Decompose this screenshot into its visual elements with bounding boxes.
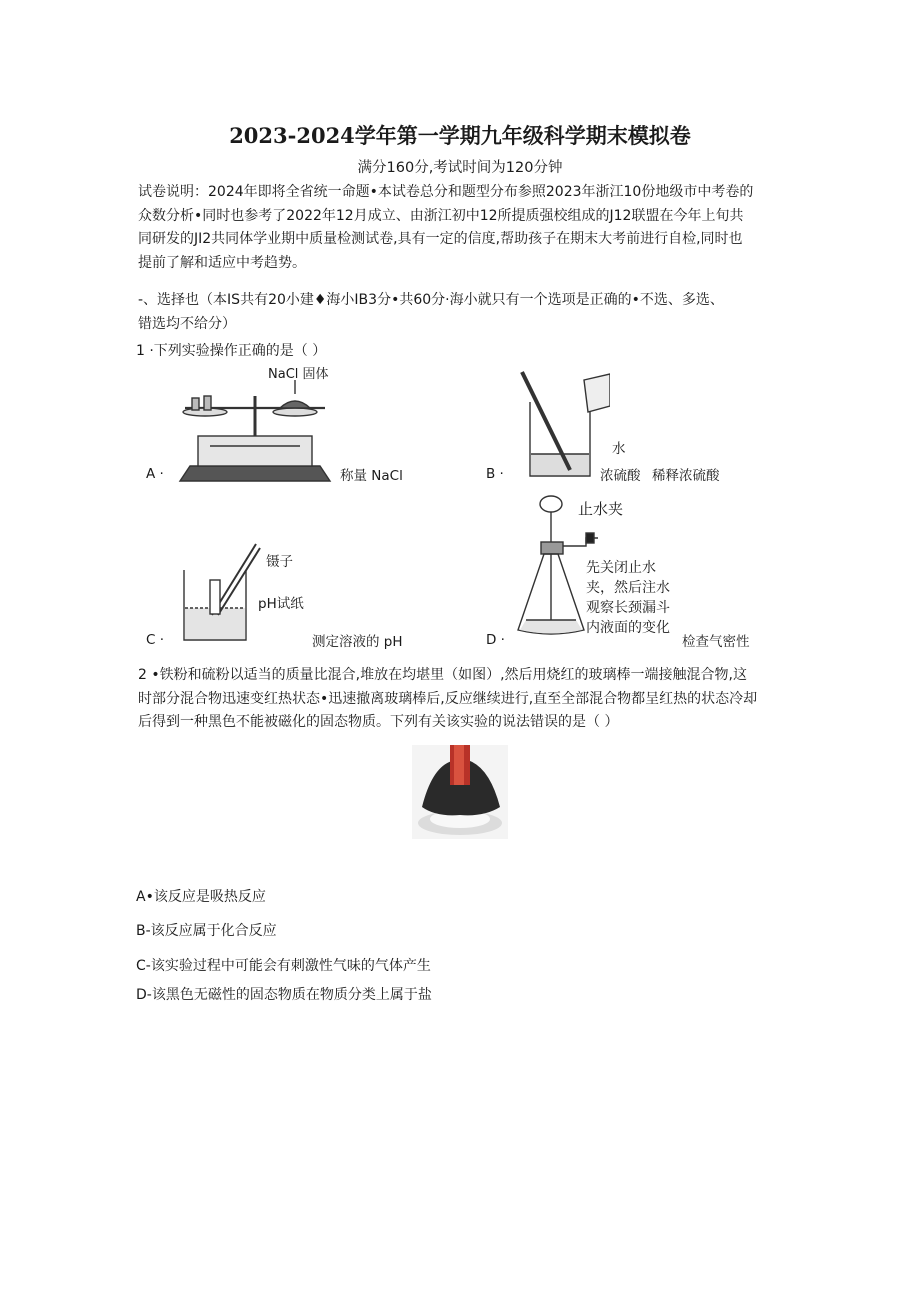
ph-paper (210, 580, 220, 614)
section-heading (138, 289, 788, 336)
stem-line: 时部分混合物迅速变红热状态•迅速撤离玻璃棒后,反应继续进行,直至全部混合物都呈红热的状态冷却 (138, 690, 758, 707)
option-d-letter: D · (486, 632, 505, 648)
funnel-bulb (540, 496, 562, 512)
stem-line: 后得到一种黑色不能被磁化的固态物质。下列有关该实验的说法错误的是（ ） (138, 714, 619, 730)
intro-paragraph (138, 181, 788, 275)
option-c-letter: C · (146, 632, 165, 648)
option-b[interactable]: B-该反应属于化合反应 (136, 923, 277, 939)
option-a-letter: A · (146, 466, 164, 482)
section-line: 错选均不给分） (138, 315, 236, 332)
option-d[interactable]: D-该黑色无磁性的固态物质在物质分类上属于盐 (136, 987, 432, 1003)
question-1-stem: 1 ·下列实验操作正确的是（ ） (136, 343, 327, 359)
nacl-label: NaCl 固体 (268, 367, 329, 382)
tweezers-label: 镊子 (266, 554, 293, 570)
stem-line: 2 •铁粉和硫粉以适当的质量比混合,堆放在均堪里（如图）,然后用烧红的玻璃棒一端接触混合物,这 (138, 667, 747, 683)
balance-figure (170, 366, 340, 486)
section-line: -、选择也（本IS共有20小建♦海小IB3分•共60分·海小就只有一个选项是正确的•不选、多选、 (138, 292, 724, 308)
intro-line: 提前了解和适应中考趋势。 (138, 254, 306, 271)
balance-base (180, 466, 330, 481)
option-c[interactable]: C-该实验过程中可能会有刺激性气味的气体产生 (136, 958, 431, 974)
note-line: 先关闭止水 (586, 560, 656, 576)
option-d-caption: 检查气密性 (682, 634, 750, 650)
intro-line: 同研发的JI2共同体学业期中质量检测试卷,具有一定的信度,帮助孩子在期末大考前进行自检,同时也 (138, 231, 743, 247)
option-b-caption: 稀释浓硫酸 (652, 468, 720, 484)
dilution-figure (510, 366, 610, 481)
nacl-heap (280, 401, 310, 408)
note-line: 观察长颈漏斗 (586, 600, 670, 616)
note-line: 夹，然后注水 (586, 580, 670, 596)
water-clamp (586, 533, 594, 543)
intro-line: 众数分析•同时也参考了2022年12月成立、由浙江初中12所提质强校组成的J12联盟在今年上旬共 (138, 207, 744, 224)
question-2-stem (138, 664, 788, 735)
option-b-letter: B · (486, 466, 504, 482)
pouring-beaker (584, 374, 610, 412)
intro-line: 试卷说明：2024年即将全省统一命题•本试卷总分和题型分布参照2023年浙江10份地级市中考卷的 (138, 184, 754, 200)
note-line: 内液面的变化 (586, 620, 670, 636)
clamp-label: 止水夹 (578, 500, 624, 518)
option-a-caption: 称量 NaCl (340, 468, 403, 484)
acid-label: 浓硫酸 (600, 468, 641, 484)
ph-paper-label: pH试纸 (258, 596, 304, 612)
option-a[interactable]: A•该反应是吸热反应 (136, 889, 266, 905)
page-subtitle: 满分160分,考试时间为120分钟 (357, 160, 563, 176)
procedure-note (586, 558, 670, 638)
option-c-caption: 测定溶液的 pH (312, 634, 403, 650)
page-title: 2023-2024学年第一学期九年级科学期末模拟卷 (229, 123, 691, 148)
crucible-photo (412, 745, 508, 839)
water-label: 水 (612, 441, 626, 457)
balance-body (198, 436, 312, 466)
